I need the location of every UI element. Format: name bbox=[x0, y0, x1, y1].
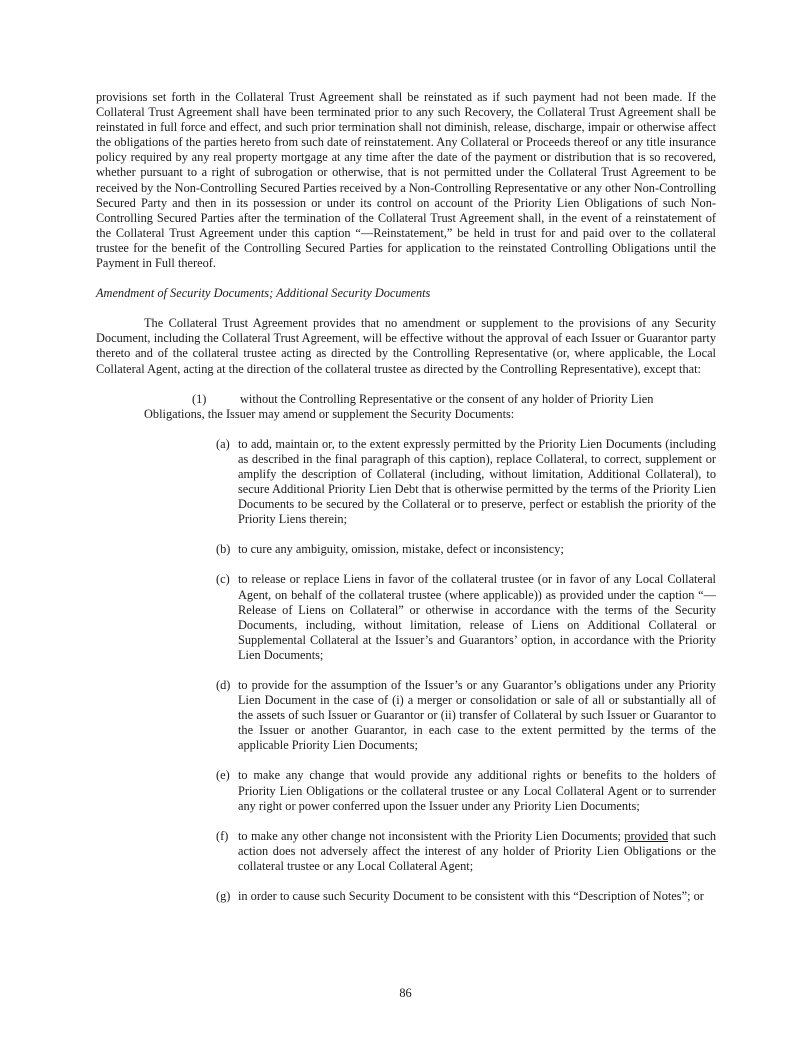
list-item-text: to make any change that would provide any additional rights or benefits to the holders of Priority Lien Obligations or the collateral trustee or any Local Collateral Agent or to surrender any right or power conferred upon the Issuer under any Priority Lien Documents; bbox=[238, 768, 716, 813]
list-item-d bbox=[216, 678, 716, 753]
carryover-paragraph: provisions set forth in the Collateral Trust Agreement shall be reinstated as if such payment had not been made. If the Collateral Trust Agreement shall have been terminated prior to any such Recovery, the Collateral Trust Agreement shall be reinstated in full force and effect, and such prior termination shall not diminish, release, discharge, impair or otherwise affect the obligations of the parties hereto from such date of reinstatement. Any Collateral or Proceeds thereof or any title insurance policy required by any real property mortgage at any time after the date of the payment or distribution that is so recovered, whether pursuant to a right of subrogation or otherwise, that is not permitted under the Collateral Trust Agreement to be received by the Non-Controlling Secured Parties received by a Non-Controlling Representative or any other Non-Controlling Secured Party and then in its possession or under its control on account of the Priority Lien Obligations of such Non-Controlling Secured Parties after the termination of the Collateral Trust Agreement shall, in the event of a reinstatement of the Collateral Trust Agreement under this caption “—Reinstatement,” be held in trust for and paid over to the collateral trustee for the benefit of the Controlling Secured Parties for application to the reinstated Controlling Obligations until the Payment in Full thereof. bbox=[96, 90, 716, 271]
page-number: 86 bbox=[399, 986, 412, 1000]
section-heading: Amendment of Security Documents; Additional Security Documents bbox=[96, 286, 431, 301]
list-item-text: to add, maintain or, to the extent expressly permitted by the Priority Lien Documents (including as described in the final paragraph of this caption), replace Collateral, to correct, supplement or amplify the description of Collateral (including, without limitation, Additional Collateral), to secure Additional Priority Lien Debt that is otherwise permitted by the terms of the Priority Lien Documents to be secured by the Collateral or to preserve, perfect or establish the priority of the Priority Liens therein; bbox=[238, 436, 716, 527]
list-item-label: (g) bbox=[216, 889, 231, 904]
document-page bbox=[96, 90, 716, 904]
intro-paragraph: The Collateral Trust Agreement provides that no amendment or supplement to the provisions of any Security Document, including the Collateral Trust Agreement, will be effective without the approval of each Issuer or Guarantor party thereto and of the collateral trustee acting as directed by the Controlling Representative (or, where applicable, the Local Collateral Agent, acting at the direction of the collateral trustee as directed by the Controlling Representative), except that: bbox=[96, 316, 716, 376]
provided-underlined-term: provided bbox=[624, 828, 669, 843]
list-item-b bbox=[216, 542, 716, 557]
list-item-c bbox=[216, 572, 716, 663]
list-item-label: (d) bbox=[216, 678, 231, 692]
clause-1-text: without the Controlling Representative or the consent of any holder of Priority Lien Obligations, the Issuer may amend or supplement the Security Documents: bbox=[144, 391, 654, 421]
clause-1-items bbox=[216, 437, 716, 904]
list-item-f bbox=[216, 829, 716, 874]
list-item-text bbox=[238, 829, 716, 874]
list-item-text-after: that such action does not adversely affect the interest of any holder of Priority Lien Obligations or the collateral trustee or any Local Collateral Agent; bbox=[238, 828, 716, 873]
list-item-g bbox=[216, 889, 716, 904]
list-item-label: (a) bbox=[216, 436, 230, 451]
list-item-a bbox=[216, 437, 716, 528]
clause-1 bbox=[144, 392, 716, 422]
list-item-label: (c) bbox=[216, 572, 230, 587]
list-item-text: to cure any ambiguity, omission, mistake, defect or inconsistency; bbox=[238, 542, 564, 557]
list-item-label: (b) bbox=[216, 542, 231, 557]
list-item-text: to provide for the assumption of the Issuer’s or any Guarantor’s obligations under any Priority Lien Document in the case of (i) a merger or consolidation or sale of all or substantially all of the assets of such Issuer or Guarantor or (ii) transfer of Collateral by such Issuer or Guarantor to the Issuer or another Guarantor, in each case to the extent permitted by the terms of the applicable Priority Lien Documents; bbox=[238, 678, 716, 753]
list-item-label: (e) bbox=[216, 768, 230, 783]
list-item-text: to release or replace Liens in favor of the collateral trustee (or in favor of any Local Collateral Agent, on behalf of the collateral trustee (where applicable)) as provided under the caption “—Release of Liens on Collateral” or otherwise in accordance with the terms of the Security Documents, including, without limitation, release of Liens on Additional Collateral or Supplemental Collateral at the Issuer’s and Guarantors’ option, in accordance with the Priority Lien Documents; bbox=[238, 572, 716, 662]
list-item-text: in order to cause such Security Document to be consistent with this “Description of Notes”; or bbox=[238, 889, 704, 904]
clause-1-number: (1) bbox=[192, 391, 207, 406]
list-item-e bbox=[216, 768, 716, 813]
list-item-label: (f) bbox=[216, 828, 229, 843]
list-item-text-before: to make any other change not inconsistent with the Priority Lien Documents; bbox=[238, 828, 625, 843]
